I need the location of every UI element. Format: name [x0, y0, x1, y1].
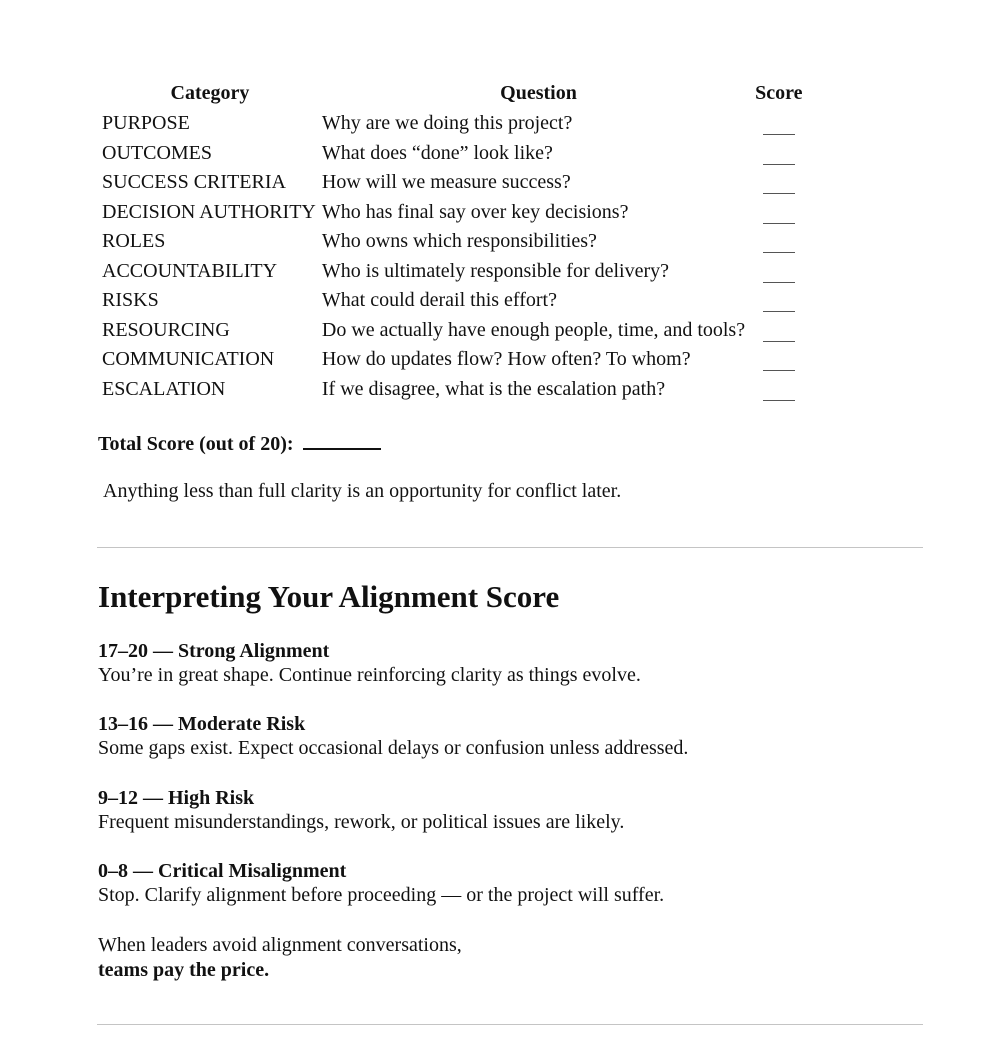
table-row: [98, 139, 803, 169]
question-cell: Who is ultimately responsible for delivery?: [321, 259, 670, 282]
score-cell[interactable]: [755, 109, 802, 139]
category-cell: RESOURCING: [102, 318, 230, 341]
section-divider: [97, 1024, 923, 1025]
question-cell: How do updates flow? How often? To whom?: [321, 348, 691, 371]
table-row: [98, 257, 803, 287]
question-cell: Who owns which responsibilities?: [321, 230, 597, 253]
score-cell[interactable]: [755, 227, 802, 257]
score-band-description: Frequent misunderstandings, rework, or political issues are likely.: [98, 811, 625, 833]
score-band: [98, 786, 624, 834]
category-cell: RISKS: [102, 289, 159, 312]
score-cell[interactable]: [755, 286, 802, 316]
score-blank[interactable]: [763, 386, 795, 401]
table-row: [98, 168, 803, 198]
category-cell: ROLES: [102, 230, 166, 253]
table-row: [98, 375, 803, 405]
category-cell: OUTCOMES: [102, 141, 213, 164]
column-header-score: Score: [755, 81, 803, 104]
table-row: [98, 227, 803, 257]
category-cell: SUCCESS CRITERIA: [102, 171, 286, 194]
category-cell: PURPOSE: [102, 112, 190, 135]
score-blank[interactable]: [763, 179, 795, 194]
table-row: [98, 198, 803, 228]
total-score: [98, 430, 381, 456]
score-band-description: Some gaps exist. Expect occasional delays or confusion unless addressed.: [98, 737, 689, 759]
score-blank[interactable]: [763, 327, 795, 342]
score-cell[interactable]: [755, 139, 802, 169]
score-cell[interactable]: [755, 168, 802, 198]
score-band: [98, 639, 641, 687]
score-cell[interactable]: [755, 316, 802, 346]
question-cell: What does “done” look like?: [321, 141, 553, 164]
clarity-note: Anything less than full clarity is an opportunity for conflict later.: [103, 480, 622, 502]
table-body: [98, 109, 803, 404]
question-cell: What could derail this effort?: [321, 289, 557, 312]
question-cell: If we disagree, what is the escalation path?: [321, 377, 666, 400]
total-score-label: Total Score (out of 20):: [98, 433, 294, 455]
question-cell: Who has final say over key decisions?: [321, 200, 629, 223]
score-blank[interactable]: [763, 120, 795, 135]
table-row: [98, 345, 803, 375]
column-header-question: Question: [500, 81, 577, 104]
category-cell: ESCALATION: [102, 377, 226, 400]
score-band: [98, 712, 688, 760]
score-band: [98, 859, 664, 907]
table-header-row: [98, 80, 803, 109]
closing-emphasis: teams pay the price.: [98, 959, 270, 981]
question-cell: How will we measure success?: [321, 171, 571, 194]
closing-line: When leaders avoid alignment conversations,: [98, 934, 462, 956]
table-row: [98, 286, 803, 316]
score-blank[interactable]: [763, 238, 795, 253]
alignment-score-table: [98, 80, 803, 404]
score-cell[interactable]: [755, 345, 802, 375]
score-cell[interactable]: [755, 375, 802, 405]
score-blank[interactable]: [763, 268, 795, 283]
score-band-title: 0–8 — Critical Misalignment: [98, 860, 347, 882]
question-cell: Do we actually have enough people, time, and tools?: [321, 318, 746, 341]
category-cell: ACCOUNTABILITY: [102, 259, 278, 282]
table-row: [98, 316, 803, 346]
question-cell: Why are we doing this project?: [321, 112, 573, 135]
column-header-category: Category: [170, 81, 250, 104]
score-band-description: Stop. Clarify alignment before proceeding — or the project will suffer.: [98, 884, 665, 906]
score-blank[interactable]: [763, 297, 795, 312]
total-score-blank[interactable]: [303, 430, 381, 450]
score-blank[interactable]: [763, 356, 795, 371]
score-cell[interactable]: [755, 198, 802, 228]
score-band-title: 17–20 — Strong Alignment: [98, 640, 330, 662]
table-row: [98, 109, 803, 139]
score-blank[interactable]: [763, 150, 795, 165]
section-title: Interpreting Your Alignment Score: [98, 579, 560, 614]
closing-statement: [98, 933, 462, 983]
score-blank[interactable]: [763, 209, 795, 224]
section-divider: [97, 547, 923, 548]
category-cell: DECISION AUTHORITY: [102, 200, 316, 223]
category-cell: COMMUNICATION: [102, 348, 275, 371]
score-cell[interactable]: [755, 257, 802, 287]
score-band-description: You’re in great shape. Continue reinforcing clarity as things evolve.: [98, 664, 641, 686]
score-band-title: 13–16 — Moderate Risk: [98, 713, 306, 735]
score-band-title: 9–12 — High Risk: [98, 787, 255, 809]
